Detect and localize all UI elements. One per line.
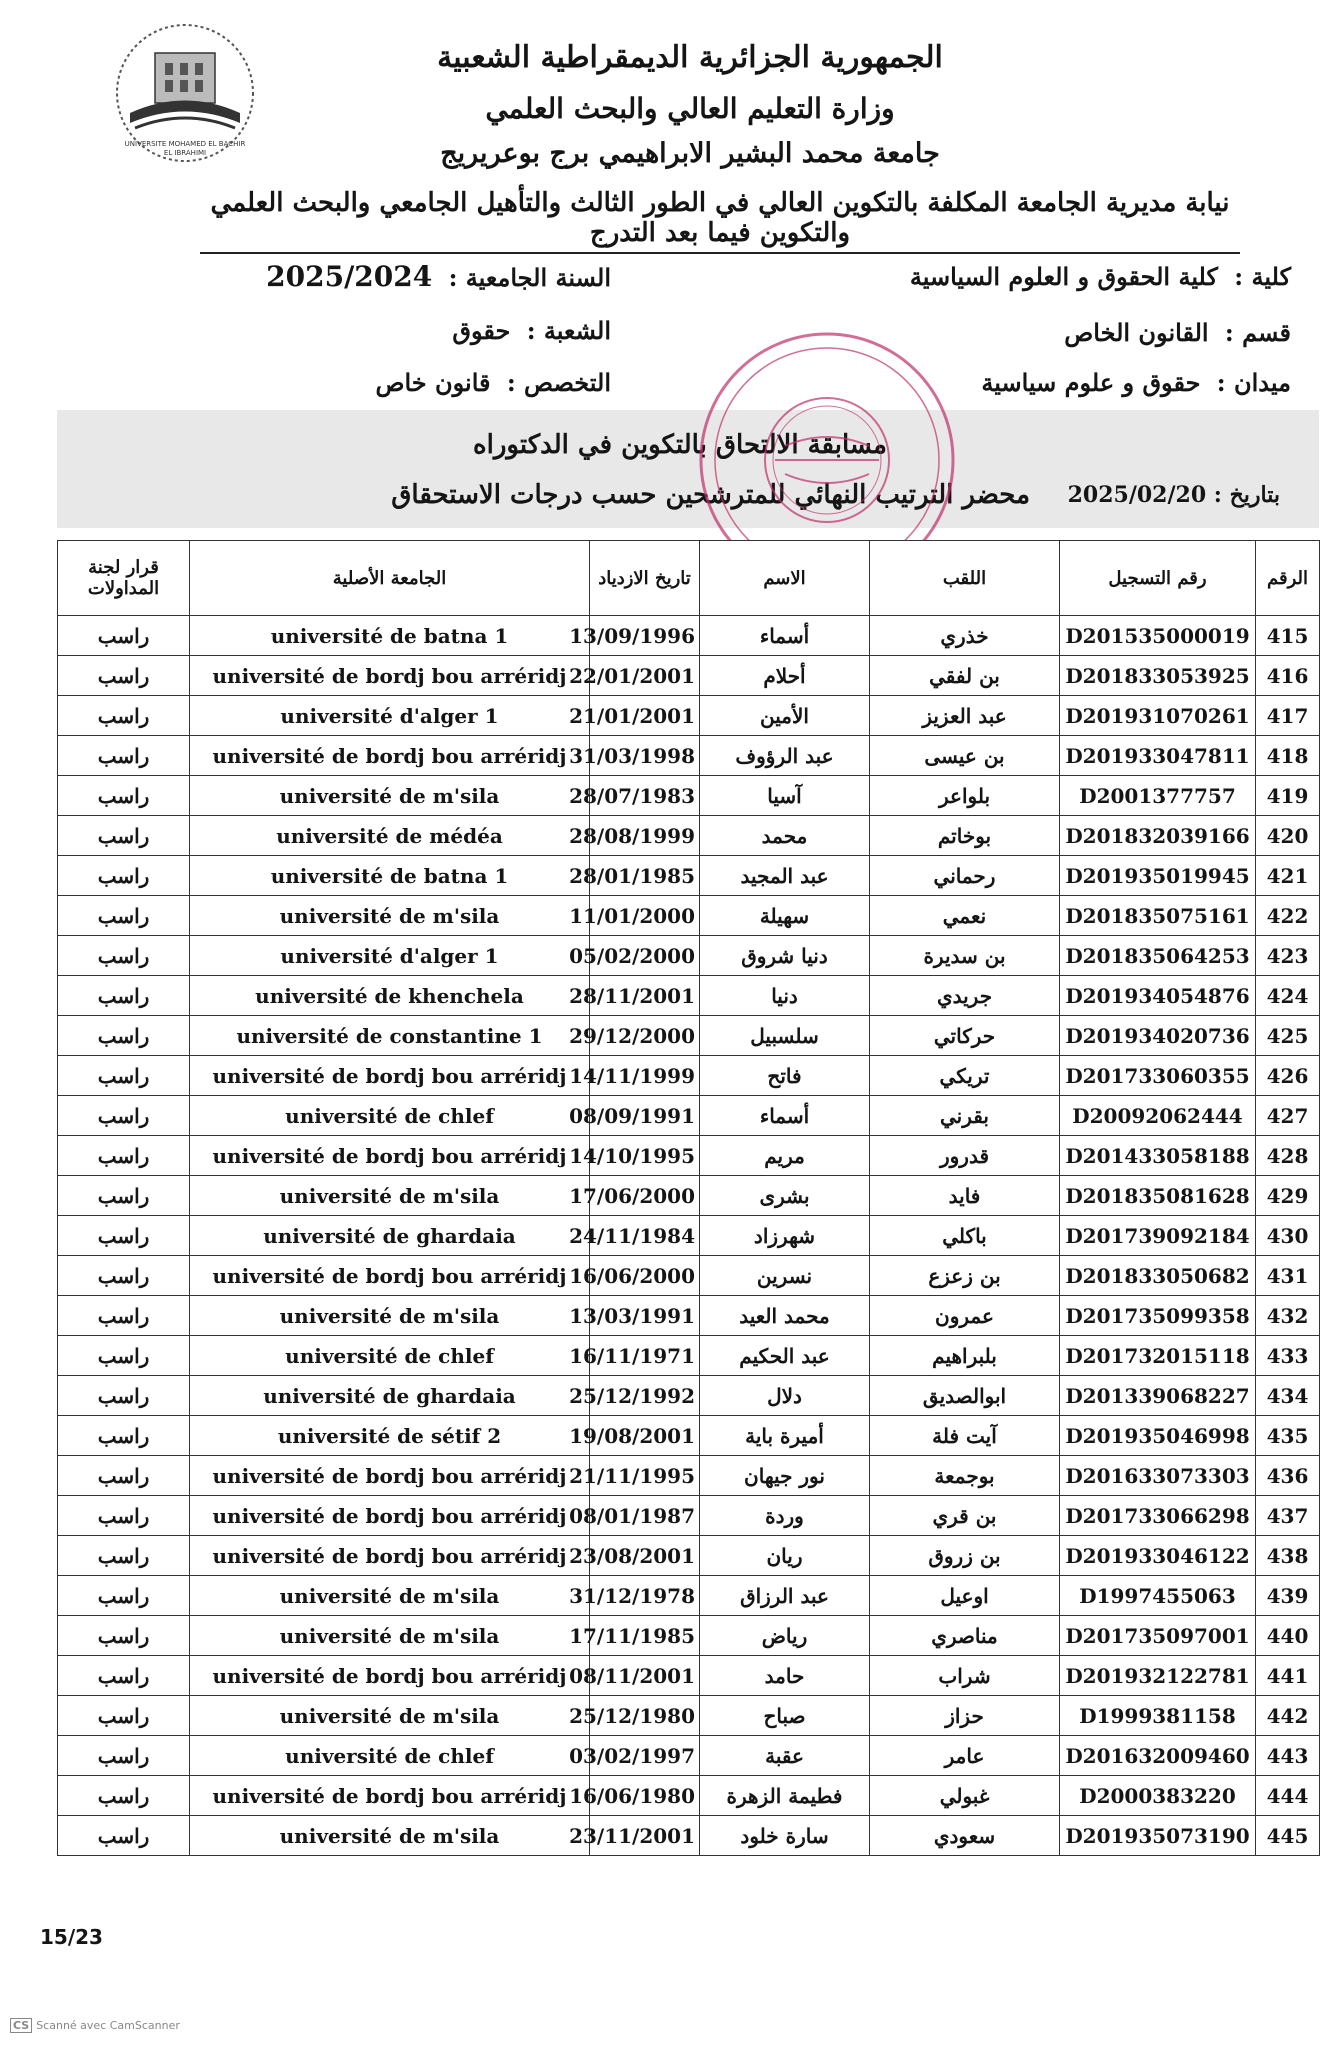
cell-registration: D201835064253 bbox=[1060, 936, 1256, 976]
page-number: 15/23 bbox=[40, 1925, 103, 1949]
title-band bbox=[57, 410, 1319, 528]
cell-decision: راسب bbox=[58, 1696, 190, 1736]
cell-university: université de m'sila bbox=[190, 1816, 590, 1856]
cell-decision: راسب bbox=[58, 1456, 190, 1496]
cell-university: université de chlef bbox=[190, 1736, 590, 1776]
cell-number: 432 bbox=[1256, 1296, 1320, 1336]
faculty-line bbox=[910, 262, 1291, 291]
cell-birthdate: 28/07/1983 bbox=[590, 776, 700, 816]
cell-decision: راسب bbox=[58, 1136, 190, 1176]
cell-number: 439 bbox=[1256, 1576, 1320, 1616]
cell-lastname: سعودي bbox=[870, 1816, 1060, 1856]
cell-birthdate: 28/08/1999 bbox=[590, 816, 700, 856]
cell-number: 433 bbox=[1256, 1336, 1320, 1376]
cell-firstname: أميرة باية bbox=[700, 1416, 870, 1456]
cell-birthdate: 29/12/2000 bbox=[590, 1016, 700, 1056]
competition-title: مسابقة الالتحاق بالتكوين في الدكتوراه bbox=[473, 430, 887, 460]
cell-registration: D201433058188 bbox=[1060, 1136, 1256, 1176]
ministry-title: وزارة التعليم العالي والبحث العلمي bbox=[485, 92, 895, 125]
cell-decision: راسب bbox=[58, 776, 190, 816]
cell-university: université de sétif 2 bbox=[190, 1416, 590, 1456]
header-lastname: اللقب bbox=[870, 541, 1060, 616]
cell-registration: D2000383220 bbox=[1060, 1776, 1256, 1816]
faculty-value: كلية الحقوق و العلوم السياسية bbox=[909, 262, 1218, 291]
cell-lastname: قدرور bbox=[870, 1136, 1060, 1176]
cell-registration: D201633073303 bbox=[1060, 1456, 1256, 1496]
cell-lastname: عمرون bbox=[870, 1296, 1060, 1336]
cell-registration: D201732015118 bbox=[1060, 1336, 1256, 1376]
cell-number: 438 bbox=[1256, 1536, 1320, 1576]
cell-lastname: عامر bbox=[870, 1736, 1060, 1776]
cell-decision: راسب bbox=[58, 1776, 190, 1816]
table-row bbox=[58, 1096, 1320, 1136]
scanner-badge: CS bbox=[10, 2018, 32, 2033]
cell-birthdate: 13/03/1991 bbox=[590, 1296, 700, 1336]
cell-number: 436 bbox=[1256, 1456, 1320, 1496]
cell-registration: D2001377757 bbox=[1060, 776, 1256, 816]
cell-lastname: حزاز bbox=[870, 1696, 1060, 1736]
cell-registration: D201339068227 bbox=[1060, 1376, 1256, 1416]
cell-firstname: حامد bbox=[700, 1656, 870, 1696]
directorate-title: نيابة مديرية الجامعة المكلفة بالتكوين العالي في الطور الثالث والتأهيل الجامعي والبحث العلمي والتكوين فيما بعد التدرج bbox=[200, 188, 1240, 254]
cell-university: université de bordj bou arréridj bbox=[190, 1496, 590, 1536]
cell-firstname: سهيلة bbox=[700, 896, 870, 936]
cell-firstname: عبد الرؤوف bbox=[700, 736, 870, 776]
header-firstname: الاسم bbox=[700, 541, 870, 616]
cell-number: 437 bbox=[1256, 1496, 1320, 1536]
cell-lastname: بلبراهيم bbox=[870, 1336, 1060, 1376]
cell-university: université de bordj bou arréridj bbox=[190, 1776, 590, 1816]
table-row bbox=[58, 896, 1320, 936]
cell-lastname: بن قري bbox=[870, 1496, 1060, 1536]
cell-university: université de m'sila bbox=[190, 776, 590, 816]
cell-firstname: أحلام bbox=[700, 656, 870, 696]
cell-lastname: خذري bbox=[870, 616, 1060, 656]
cell-registration: D201832039166 bbox=[1060, 816, 1256, 856]
cell-decision: راسب bbox=[58, 616, 190, 656]
cell-birthdate: 16/11/1971 bbox=[590, 1336, 700, 1376]
ranking-table bbox=[57, 540, 1320, 1856]
cell-decision: راسب bbox=[58, 736, 190, 776]
cell-lastname: تريكي bbox=[870, 1056, 1060, 1096]
branch-line bbox=[452, 316, 611, 345]
cell-number: 415 bbox=[1256, 616, 1320, 656]
cell-decision: راسب bbox=[58, 856, 190, 896]
cell-lastname: بقرني bbox=[870, 1096, 1060, 1136]
cell-university: université de bordj bou arréridj bbox=[190, 1136, 590, 1176]
cell-registration: D201935019945 bbox=[1060, 856, 1256, 896]
cell-university: université de bordj bou arréridj bbox=[190, 1656, 590, 1696]
cell-university: université de batna 1 bbox=[190, 856, 590, 896]
cell-firstname: نسرين bbox=[700, 1256, 870, 1296]
cell-number: 444 bbox=[1256, 1776, 1320, 1816]
table-row bbox=[58, 1656, 1320, 1696]
cell-lastname: بن لفقي bbox=[870, 656, 1060, 696]
cell-decision: راسب bbox=[58, 1256, 190, 1296]
cell-university: université de khenchela bbox=[190, 976, 590, 1016]
university-title: جامعة محمد البشير الابراهيمي برج بوعريريج bbox=[440, 138, 940, 169]
table-row bbox=[58, 1416, 1320, 1456]
cell-decision: راسب bbox=[58, 1056, 190, 1096]
table-row bbox=[58, 696, 1320, 736]
cell-birthdate: 21/01/2001 bbox=[590, 696, 700, 736]
cell-lastname: بوجمعة bbox=[870, 1456, 1060, 1496]
cell-number: 421 bbox=[1256, 856, 1320, 896]
cell-birthdate: 23/08/2001 bbox=[590, 1536, 700, 1576]
cell-birthdate: 08/01/1987 bbox=[590, 1496, 700, 1536]
document-date bbox=[1067, 482, 1280, 508]
cell-firstname: مريم bbox=[700, 1136, 870, 1176]
cell-number: 431 bbox=[1256, 1256, 1320, 1296]
cell-number: 428 bbox=[1256, 1136, 1320, 1176]
year-label: السنة الجامعية : bbox=[448, 263, 611, 292]
table-row bbox=[58, 1456, 1320, 1496]
cell-number: 434 bbox=[1256, 1376, 1320, 1416]
cell-firstname: صباح bbox=[700, 1696, 870, 1736]
cell-number: 430 bbox=[1256, 1216, 1320, 1256]
cell-registration: D201735097001 bbox=[1060, 1616, 1256, 1656]
cell-birthdate: 16/06/1980 bbox=[590, 1776, 700, 1816]
cell-registration: D1999381158 bbox=[1060, 1696, 1256, 1736]
cell-decision: راسب bbox=[58, 896, 190, 936]
cell-decision: راسب bbox=[58, 1216, 190, 1256]
table-row bbox=[58, 1056, 1320, 1096]
cell-decision: راسب bbox=[58, 656, 190, 696]
table-row bbox=[58, 1336, 1320, 1376]
cell-number: 418 bbox=[1256, 736, 1320, 776]
cell-decision: راسب bbox=[58, 1656, 190, 1696]
header-registration: رقم التسجيل bbox=[1060, 541, 1256, 616]
table-row bbox=[58, 1576, 1320, 1616]
cell-birthdate: 16/06/2000 bbox=[590, 1256, 700, 1296]
cell-registration: D201835075161 bbox=[1060, 896, 1256, 936]
table-row bbox=[58, 816, 1320, 856]
cell-firstname: نور جيهان bbox=[700, 1456, 870, 1496]
cell-number: 429 bbox=[1256, 1176, 1320, 1216]
table-row bbox=[58, 616, 1320, 656]
cell-number: 417 bbox=[1256, 696, 1320, 736]
cell-university: université de m'sila bbox=[190, 1176, 590, 1216]
branch-value: حقوق bbox=[452, 316, 511, 345]
cell-university: université de bordj bou arréridj bbox=[190, 1456, 590, 1496]
cell-university: université d'alger 1 bbox=[190, 936, 590, 976]
cell-lastname: اوعيل bbox=[870, 1576, 1060, 1616]
cell-lastname: حركاتي bbox=[870, 1016, 1060, 1056]
cell-registration: D201735099358 bbox=[1060, 1296, 1256, 1336]
cell-university: université de constantine 1 bbox=[190, 1016, 590, 1056]
cell-lastname: شراب bbox=[870, 1656, 1060, 1696]
cell-number: 423 bbox=[1256, 936, 1320, 976]
cell-university: université de batna 1 bbox=[190, 616, 590, 656]
cell-lastname: فايد bbox=[870, 1176, 1060, 1216]
header-birthdate: تاريخ الازدياد bbox=[590, 541, 700, 616]
table-header-row bbox=[58, 541, 1320, 616]
cell-university: université de ghardaia bbox=[190, 1216, 590, 1256]
cell-university: université de bordj bou arréridj bbox=[190, 1056, 590, 1096]
cell-birthdate: 08/09/1991 bbox=[590, 1096, 700, 1136]
table-row bbox=[58, 856, 1320, 896]
spec-line bbox=[375, 368, 611, 397]
cell-firstname: فاتح bbox=[700, 1056, 870, 1096]
cell-number: 443 bbox=[1256, 1736, 1320, 1776]
cell-number: 435 bbox=[1256, 1416, 1320, 1456]
cell-university: université de m'sila bbox=[190, 1616, 590, 1656]
cell-registration: D201833053925 bbox=[1060, 656, 1256, 696]
cell-university: université de bordj bou arréridj bbox=[190, 656, 590, 696]
department-line bbox=[1064, 318, 1291, 347]
cell-decision: راسب bbox=[58, 1816, 190, 1856]
cell-number: 440 bbox=[1256, 1616, 1320, 1656]
cell-birthdate: 28/11/2001 bbox=[590, 976, 700, 1016]
cell-firstname: ريان bbox=[700, 1536, 870, 1576]
cell-birthdate: 22/01/2001 bbox=[590, 656, 700, 696]
cell-birthdate: 17/11/1985 bbox=[590, 1616, 700, 1656]
cell-firstname: عبد الرزاق bbox=[700, 1576, 870, 1616]
cell-lastname: بن سديرة bbox=[870, 936, 1060, 976]
cell-number: 426 bbox=[1256, 1056, 1320, 1096]
cell-decision: راسب bbox=[58, 1576, 190, 1616]
cell-decision: راسب bbox=[58, 1736, 190, 1776]
table-row bbox=[58, 1376, 1320, 1416]
table-row bbox=[58, 1616, 1320, 1656]
cell-firstname: آسيا bbox=[700, 776, 870, 816]
cell-university: université de chlef bbox=[190, 1336, 590, 1376]
table-row bbox=[58, 1536, 1320, 1576]
table-row bbox=[58, 1496, 1320, 1536]
cell-registration: D201934054876 bbox=[1060, 976, 1256, 1016]
cell-firstname: بشرى bbox=[700, 1176, 870, 1216]
field-label: ميدان : bbox=[1216, 368, 1291, 397]
table-row bbox=[58, 976, 1320, 1016]
cell-university: université de m'sila bbox=[190, 1576, 590, 1616]
republic-title: الجمهورية الجزائرية الديمقراطية الشعبية bbox=[437, 40, 943, 75]
cell-lastname: عبد العزيز bbox=[870, 696, 1060, 736]
cell-birthdate: 05/02/2000 bbox=[590, 936, 700, 976]
cell-firstname: أسماء bbox=[700, 1096, 870, 1136]
cell-lastname: نعمي bbox=[870, 896, 1060, 936]
cell-number: 422 bbox=[1256, 896, 1320, 936]
cell-university: université de bordj bou arréridj bbox=[190, 1256, 590, 1296]
table-row bbox=[58, 776, 1320, 816]
cell-firstname: أسماء bbox=[700, 616, 870, 656]
cell-university: université de m'sila bbox=[190, 896, 590, 936]
cell-decision: راسب bbox=[58, 1096, 190, 1136]
table-row bbox=[58, 1696, 1320, 1736]
date-label: بتاريخ : bbox=[1213, 482, 1280, 508]
cell-firstname: دنيا شروق bbox=[700, 936, 870, 976]
scanner-watermark bbox=[10, 2018, 180, 2033]
cell-firstname: محمد bbox=[700, 816, 870, 856]
cell-birthdate: 13/09/1996 bbox=[590, 616, 700, 656]
cell-birthdate: 14/11/1999 bbox=[590, 1056, 700, 1096]
cell-lastname: آيت فلة bbox=[870, 1416, 1060, 1456]
cell-number: 445 bbox=[1256, 1816, 1320, 1856]
cell-registration: D201733060355 bbox=[1060, 1056, 1256, 1096]
cell-number: 416 bbox=[1256, 656, 1320, 696]
branch-label: الشعبة : bbox=[526, 316, 611, 345]
table-row bbox=[58, 1256, 1320, 1296]
cell-decision: راسب bbox=[58, 1016, 190, 1056]
table-row bbox=[58, 736, 1320, 776]
cell-decision: راسب bbox=[58, 1336, 190, 1376]
year-value: 2025/2024 bbox=[266, 260, 433, 293]
cell-university: université de médéa bbox=[190, 816, 590, 856]
cell-firstname: وردة bbox=[700, 1496, 870, 1536]
cell-birthdate: 08/11/2001 bbox=[590, 1656, 700, 1696]
cell-registration: D201535000019 bbox=[1060, 616, 1256, 656]
cell-registration: D201931070261 bbox=[1060, 696, 1256, 736]
cell-birthdate: 23/11/2001 bbox=[590, 1816, 700, 1856]
cell-number: 419 bbox=[1256, 776, 1320, 816]
cell-decision: راسب bbox=[58, 816, 190, 856]
cell-decision: راسب bbox=[58, 1296, 190, 1336]
cell-firstname: دنيا bbox=[700, 976, 870, 1016]
cell-birthdate: 14/10/1995 bbox=[590, 1136, 700, 1176]
cell-lastname: مناصري bbox=[870, 1616, 1060, 1656]
cell-university: université de bordj bou arréridj bbox=[190, 736, 590, 776]
cell-lastname: رحماني bbox=[870, 856, 1060, 896]
cell-registration: D201932122781 bbox=[1060, 1656, 1256, 1696]
cell-firstname: عقبة bbox=[700, 1736, 870, 1776]
cell-decision: راسب bbox=[58, 1536, 190, 1576]
cell-number: 441 bbox=[1256, 1656, 1320, 1696]
cell-university: université d'alger 1 bbox=[190, 696, 590, 736]
scanner-text: Scanné avec CamScanner bbox=[36, 2019, 180, 2032]
table-row bbox=[58, 1016, 1320, 1056]
cell-registration: D20092062444 bbox=[1060, 1096, 1256, 1136]
cell-firstname: الأمين bbox=[700, 696, 870, 736]
cell-lastname: غبولي bbox=[870, 1776, 1060, 1816]
cell-birthdate: 25/12/1992 bbox=[590, 1376, 700, 1416]
cell-birthdate: 17/06/2000 bbox=[590, 1176, 700, 1216]
cell-lastname: بلواعر bbox=[870, 776, 1060, 816]
spec-value: قانون خاص bbox=[375, 368, 491, 397]
cell-firstname: محمد العيد bbox=[700, 1296, 870, 1336]
cell-university: université de bordj bou arréridj bbox=[190, 1536, 590, 1576]
cell-firstname: سلسبيل bbox=[700, 1016, 870, 1056]
cell-decision: راسب bbox=[58, 1376, 190, 1416]
cell-birthdate: 24/11/1984 bbox=[590, 1216, 700, 1256]
cell-lastname: بوخاتم bbox=[870, 816, 1060, 856]
cell-registration: D201933047811 bbox=[1060, 736, 1256, 776]
cell-firstname: شهرزاد bbox=[700, 1216, 870, 1256]
cell-firstname: دلال bbox=[700, 1376, 870, 1416]
cell-birthdate: 31/03/1998 bbox=[590, 736, 700, 776]
cell-number: 420 bbox=[1256, 816, 1320, 856]
cell-birthdate: 28/01/1985 bbox=[590, 856, 700, 896]
cell-firstname: عبد الحكيم bbox=[700, 1336, 870, 1376]
field-line bbox=[981, 368, 1291, 397]
spec-label: التخصص : bbox=[506, 368, 611, 397]
cell-registration: D201935046998 bbox=[1060, 1416, 1256, 1456]
ranking-title: محضر الترتيب النهائي للمترشحين حسب درجات الاستحقاق bbox=[391, 480, 1030, 510]
faculty-label: كلية : bbox=[1234, 262, 1291, 291]
cell-decision: راسب bbox=[58, 1176, 190, 1216]
cell-lastname: بن زعزع bbox=[870, 1256, 1060, 1296]
cell-decision: راسب bbox=[58, 1616, 190, 1656]
cell-birthdate: 31/12/1978 bbox=[590, 1576, 700, 1616]
header-university: الجامعة الأصلية bbox=[190, 541, 590, 616]
table-row bbox=[58, 936, 1320, 976]
table-row bbox=[58, 1216, 1320, 1256]
cell-number: 425 bbox=[1256, 1016, 1320, 1056]
header-num: الرقم bbox=[1256, 541, 1320, 616]
cell-registration: D201835081628 bbox=[1060, 1176, 1256, 1216]
department-value: القانون الخاص bbox=[1064, 318, 1209, 347]
table-row bbox=[58, 1136, 1320, 1176]
table-row bbox=[58, 1816, 1320, 1856]
cell-decision: راسب bbox=[58, 1416, 190, 1456]
year-line bbox=[266, 260, 611, 293]
cell-number: 424 bbox=[1256, 976, 1320, 1016]
cell-lastname: ابوالصديق bbox=[870, 1376, 1060, 1416]
table-row bbox=[58, 1176, 1320, 1216]
cell-number: 427 bbox=[1256, 1096, 1320, 1136]
cell-decision: راسب bbox=[58, 696, 190, 736]
date-value: 2025/02/20 bbox=[1067, 482, 1207, 508]
cell-decision: راسب bbox=[58, 1496, 190, 1536]
table-row bbox=[58, 1736, 1320, 1776]
cell-birthdate: 21/11/1995 bbox=[590, 1456, 700, 1496]
cell-birthdate: 03/02/1997 bbox=[590, 1736, 700, 1776]
cell-firstname: فطيمة الزهرة bbox=[700, 1776, 870, 1816]
cell-birthdate: 19/08/2001 bbox=[590, 1416, 700, 1456]
cell-registration: D201933046122 bbox=[1060, 1536, 1256, 1576]
university-logo bbox=[110, 18, 260, 168]
table-row bbox=[58, 1776, 1320, 1816]
cell-firstname: رياض bbox=[700, 1616, 870, 1656]
cell-university: université de ghardaia bbox=[190, 1376, 590, 1416]
cell-registration: D201833050682 bbox=[1060, 1256, 1256, 1296]
table-row bbox=[58, 656, 1320, 696]
cell-firstname: سارة خلود bbox=[700, 1816, 870, 1856]
table-row bbox=[58, 1296, 1320, 1336]
cell-decision: راسب bbox=[58, 936, 190, 976]
cell-number: 442 bbox=[1256, 1696, 1320, 1736]
svg-text:EL IBRAHIMI: EL IBRAHIMI bbox=[163, 149, 207, 157]
svg-text:UNIVERSITE MOHAMED EL BACHIR: UNIVERSITE MOHAMED EL BACHIR bbox=[124, 140, 246, 148]
cell-registration: D201733066298 bbox=[1060, 1496, 1256, 1536]
cell-lastname: باكلي bbox=[870, 1216, 1060, 1256]
header-decision: قرار لجنة المداولات bbox=[58, 541, 190, 616]
cell-birthdate: 11/01/2000 bbox=[590, 896, 700, 936]
cell-registration: D201935073190 bbox=[1060, 1816, 1256, 1856]
department-label: قسم : bbox=[1224, 318, 1291, 347]
cell-registration: D201934020736 bbox=[1060, 1016, 1256, 1056]
cell-firstname: عبد المجيد bbox=[700, 856, 870, 896]
cell-registration: D1997455063 bbox=[1060, 1576, 1256, 1616]
field-value: حقوق و علوم سياسية bbox=[981, 368, 1201, 397]
cell-decision: راسب bbox=[58, 976, 190, 1016]
cell-registration: D201739092184 bbox=[1060, 1216, 1256, 1256]
cell-birthdate: 25/12/1980 bbox=[590, 1696, 700, 1736]
cell-university: université de m'sila bbox=[190, 1696, 590, 1736]
cell-lastname: جريدي bbox=[870, 976, 1060, 1016]
cell-registration: D201632009460 bbox=[1060, 1736, 1256, 1776]
cell-lastname: بن عيسى bbox=[870, 736, 1060, 776]
cell-university: université de m'sila bbox=[190, 1296, 590, 1336]
cell-lastname: بن زروق bbox=[870, 1536, 1060, 1576]
cell-university: université de chlef bbox=[190, 1096, 590, 1136]
